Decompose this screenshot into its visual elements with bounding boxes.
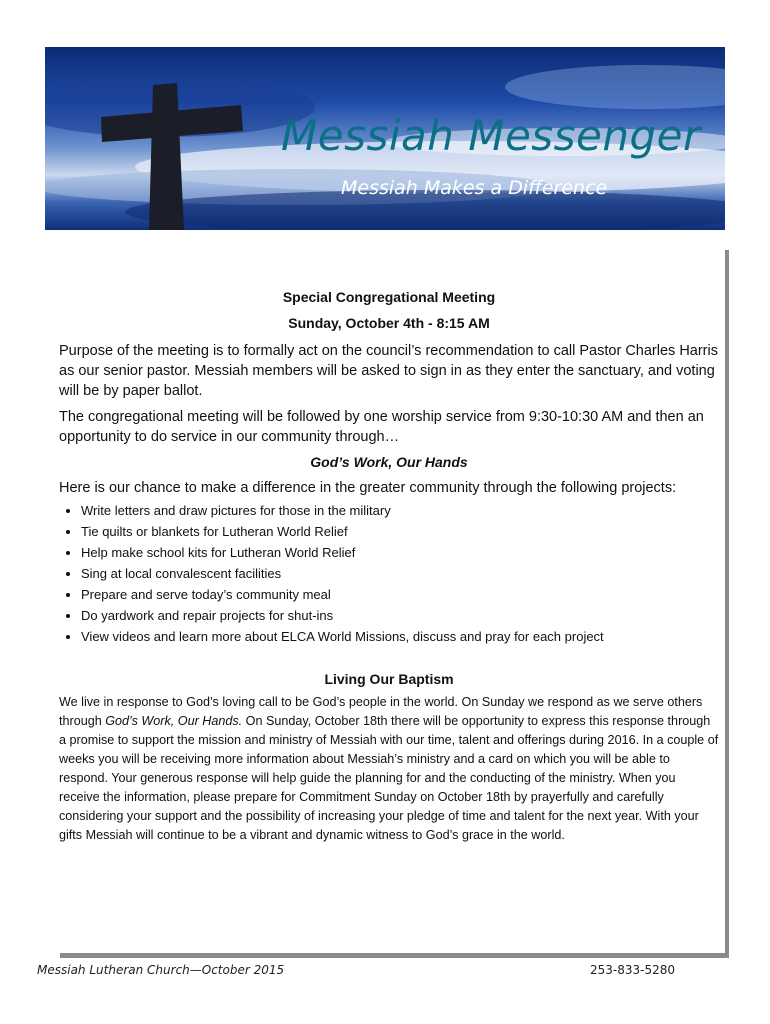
- list-item: • Tie quilts or blankets for Lutheran World Relief: [81, 521, 719, 542]
- frame-shadow-right: [725, 250, 729, 958]
- meeting-heading: Special Congregational Meeting: [282, 289, 496, 305]
- frame-shadow-bottom: [60, 953, 729, 958]
- newsletter-title: Messiah Messenger: [281, 111, 701, 160]
- gods-work-heading: God’s Work, Our Hands: [310, 454, 468, 470]
- newsletter-subtitle: Messiah Makes a Difference: [341, 177, 608, 199]
- baptism-text-italic: God’s Work, Our Hands.: [105, 714, 243, 728]
- gods-work-intro: Here is our chance to make a difference in the greater community through the following projects:: [59, 480, 677, 496]
- list-item: • Do yardwork and repair projects for shut-ins: [81, 605, 719, 626]
- header-banner: [45, 47, 725, 230]
- list-item: • Write letters and draw pictures for those in the military: [81, 500, 719, 521]
- baptism-heading: Living Our Baptism: [324, 671, 454, 687]
- list-item: • Help make school kits for Lutheran World Relief: [81, 542, 719, 563]
- baptism-text-end: On Sunday, October 18th there will be opportunity to express this response through a promise to support the mission and ministry of Messiah with our time, talent and offerings during 2016. In a couple of weeks you will be receiving more information about Messiah’s ministry and a card on which you will be able to respond. Your generous response will help guide the planning for and the conducting of the ministry. When you receive the information, please prepare for Commitment Sunday on October 18th by prayerfully and carefully considering your support and the possibility of increasing your pledge of time and talent for the next year. With your gifts Messiah will continue to be a vibrant and dynamic witness to God’s grace in the world.: [59, 714, 719, 842]
- meeting-followup: The congregational meeting will be followed by one worship service from 9:30-10:30 AM and then an opportunity to do service in our community through…: [59, 409, 704, 445]
- list-item: • Sing at local convalescent facilities: [81, 563, 719, 584]
- footer-phone: 253-833-5280: [590, 963, 676, 977]
- list-item: • View videos and learn more about ELCA World Missions, discuss and pray for each project: [81, 626, 719, 647]
- footer-church-date: Messiah Lutheran Church—October 2015: [37, 963, 285, 977]
- baptism-paragraph: [59, 693, 719, 845]
- list-item: • Prepare and serve today’s community meal: [81, 584, 719, 605]
- project-list: [59, 500, 719, 647]
- newsletter-body: [59, 286, 719, 845]
- meeting-date: Sunday, October 4th - 8:15 AM: [288, 315, 490, 331]
- meeting-purpose: Purpose of the meeting is to formally act on the council’s recommendation to call Pastor Charles Harris as our senior pastor. Messiah members will be asked to sign in as they enter the sanctuary, and voting will be by paper ballot.: [59, 343, 718, 399]
- baptism-text-start: We live in response to God’s loving call to be God’s people in the world. On Sunday we respond as we serve others through: [59, 695, 703, 728]
